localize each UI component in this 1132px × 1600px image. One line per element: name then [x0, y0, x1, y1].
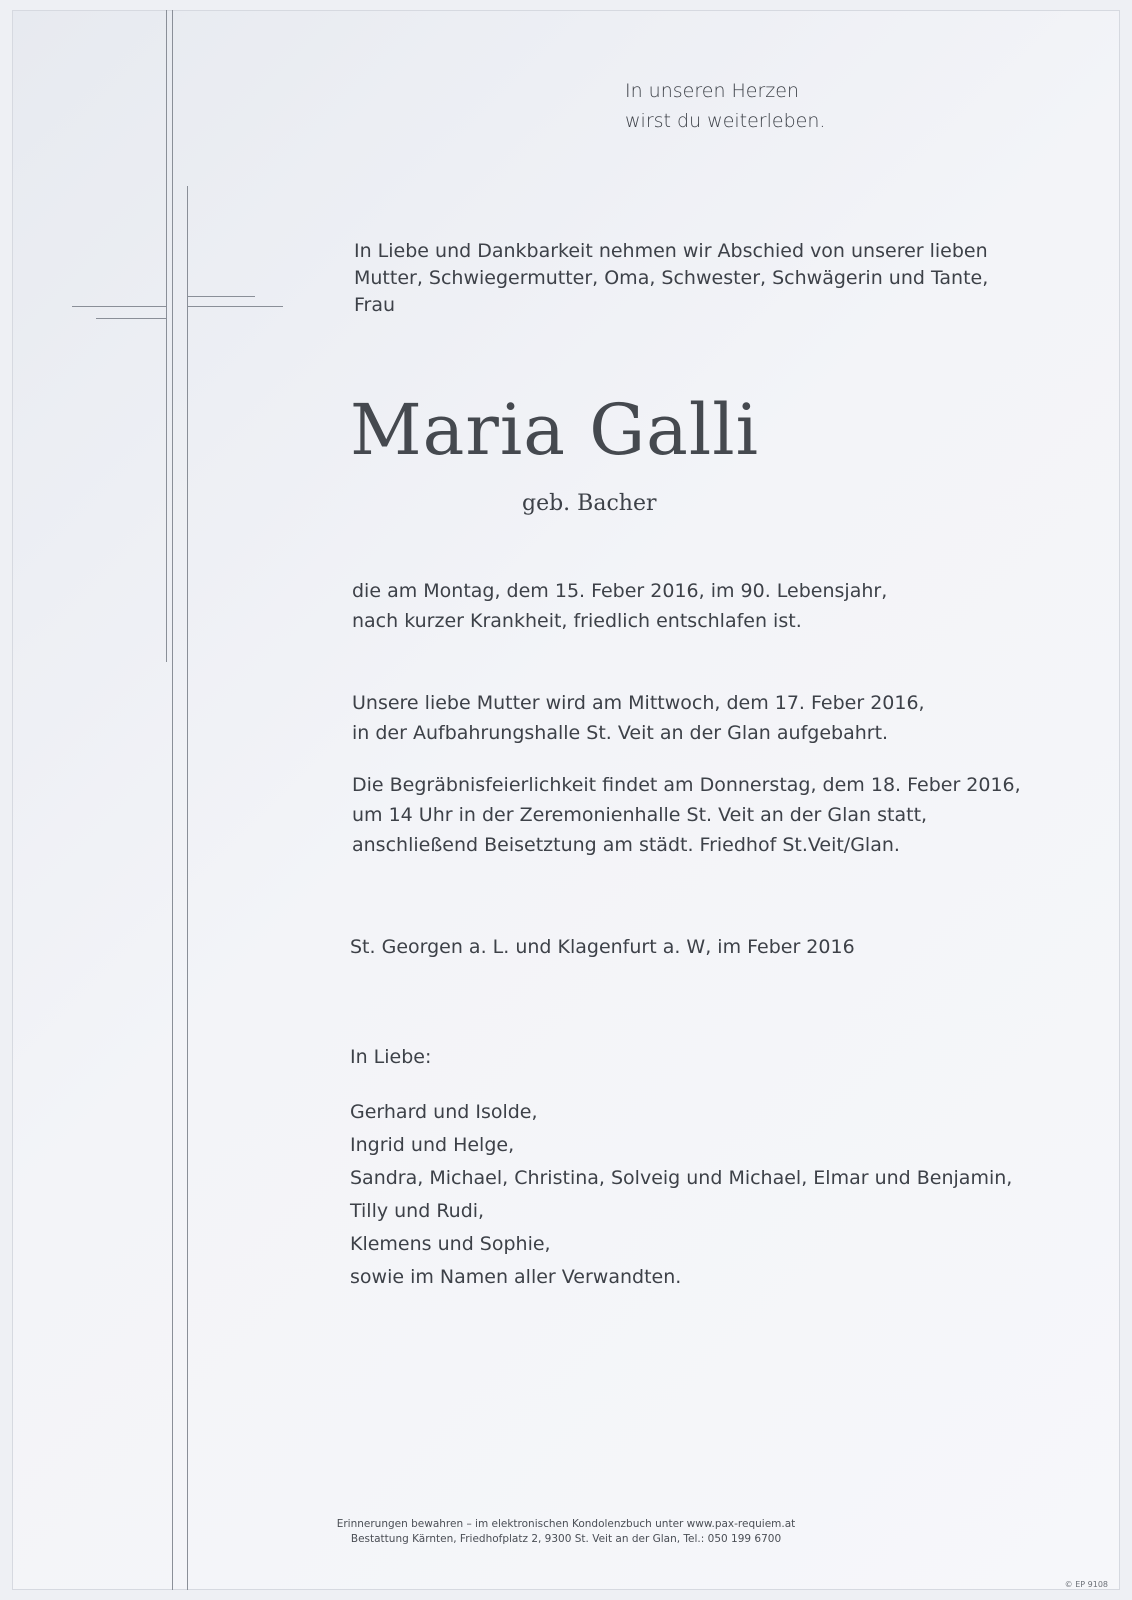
intro-line: Frau: [354, 294, 396, 316]
intro-line: Mutter, Schwiegermutter, Oma, Schwester, Schwägerin und Tante,: [354, 267, 989, 289]
motto-line: In unseren Herzen: [625, 80, 800, 102]
mourner-line: Ingrid und Helge,: [350, 1134, 515, 1156]
footer-condolence: Erinnerungen bewahren – im elektronischen Kondolenzbuch unter www.pax-requiem.at: [336, 1518, 796, 1530]
intro-text: [354, 238, 994, 319]
funeral-line: um 14 Uhr in der Zeremonienhalle St. Veit an der Glan statt,: [352, 804, 928, 826]
intro-line: In Liebe und Dankbarkeit nehmen wir Abschied von unserer lieben: [354, 240, 988, 262]
motto-line: wirst du weiterleben.: [625, 110, 826, 132]
in-love-heading: In Liebe:: [350, 1046, 432, 1068]
death-notice-line: die am Montag, dem 15. Feber 2016, im 90. Lebensjahr,: [352, 580, 888, 602]
mourner-line: Klemens und Sophie,: [350, 1233, 551, 1255]
mourner-line: Gerhard und Isolde,: [350, 1101, 538, 1123]
maiden-name: geb. Bacher: [522, 491, 657, 516]
death-notice-line: nach kurzer Krankheit, friedlich entschlafen ist.: [352, 610, 802, 632]
death-notice: [352, 576, 1032, 636]
footer-address: Bestattung Kärnten, Friedhofplatz 2, 9300 St. Veit an der Glan, Tel.: 050 199 6700: [350, 1533, 782, 1545]
funeral-line: anschließend Beisetztung am städt. Friedhof St.Veit/Glan.: [352, 834, 900, 856]
place-date: St. Georgen a. L. und Klagenfurt a. W, im Feber 2016: [350, 936, 855, 958]
mourners-list: [350, 1096, 1012, 1294]
funeral-notice: [352, 770, 1032, 860]
funeral-line: Die Begräbnisfeierlichkeit findet am Donnerstag, dem 18. Feber 2016,: [352, 774, 1021, 796]
mourner-line: Tilly und Rudi,: [350, 1200, 485, 1222]
deceased-name: Maria Galli: [350, 389, 760, 471]
laying-out-line: Unsere liebe Mutter wird am Mittwoch, dem 17. Feber 2016,: [352, 692, 925, 714]
mourner-line: Sandra, Michael, Christina, Solveig und Michael, Elmar und Benjamin,: [350, 1167, 1013, 1189]
mourner-line: sowie im Namen aller Verwandten.: [350, 1266, 682, 1288]
print-code: © EP 9108: [1064, 1580, 1108, 1589]
laying-out-notice: [352, 688, 1032, 748]
laying-out-line: in der Aufbahrungshalle St. Veit an der Glan aufgebahrt.: [352, 722, 889, 744]
motto: [625, 76, 825, 136]
